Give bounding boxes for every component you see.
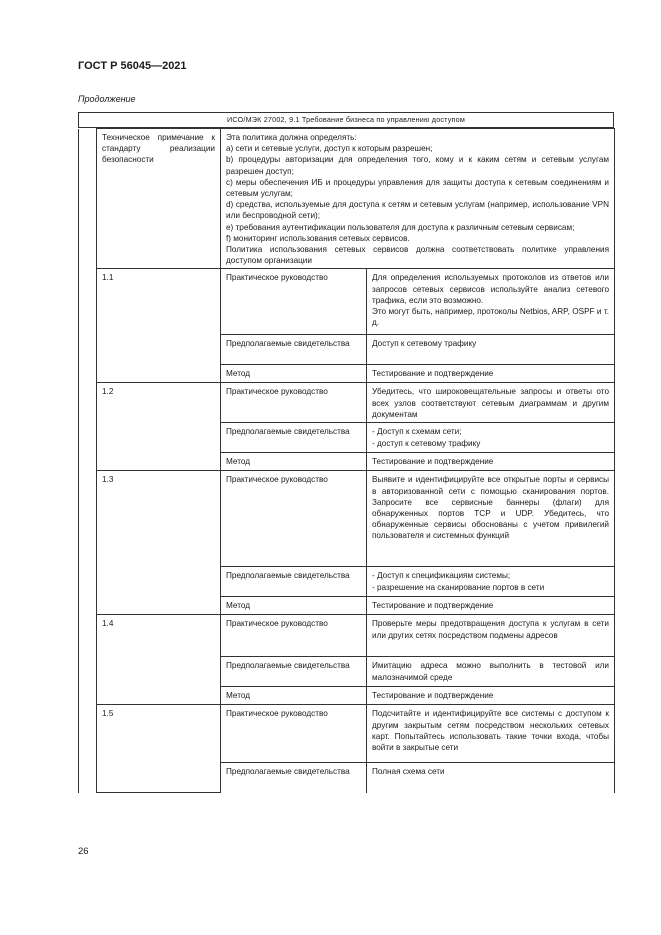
content-line: Подсчитайте и идентифицируйте все системы с доступом к другим закрытым сетям посредством нескольких сетевых карт. Попытайтесь использовать такие точки входа, чтобы войти в закрытые сети xyxy=(372,709,610,753)
note-row xyxy=(79,129,615,269)
content-line: Проверьте меры предотвращения доступа к услугам в сети или других сетях посредством подмены адресов xyxy=(372,619,610,640)
row-label: Метод xyxy=(221,365,367,383)
gutter-cell xyxy=(79,567,97,597)
content-line: Убедитесь, что широковещательные запросы и ответы ото всех узлов соответствуют сетевым диаграммам и другим документам xyxy=(372,387,610,419)
gutter-cell xyxy=(79,335,97,365)
content-line: Тестирование и подтверждение xyxy=(372,691,494,701)
note-line: d) средства, используемые для доступа к сетям и сетевым услугам (например, использование VPN или беспроводной сети); xyxy=(226,200,610,221)
note-line: a) сети и сетевые услуги, доступ к которым разрешен; xyxy=(226,144,433,154)
row-content xyxy=(367,423,615,453)
table-header-frame xyxy=(78,112,614,128)
row-content xyxy=(367,453,615,471)
note-line: Политика использования сетевых сервисов должна соответствовать политике управления доступом организации xyxy=(226,245,610,266)
item-row xyxy=(79,615,615,657)
row-label: Предполагаемые свидетельства xyxy=(221,657,367,687)
item-id: 1.1 xyxy=(97,269,221,383)
continuation-label: Продолжение xyxy=(78,94,136,104)
item-id: 1.2 xyxy=(97,383,221,471)
gutter-cell xyxy=(79,471,97,567)
page-number: 26 xyxy=(78,846,89,857)
gutter-cell xyxy=(79,269,97,335)
content-line: Тестирование и подтверждение xyxy=(372,457,494,467)
content-line: Тестирование и подтверждение xyxy=(372,601,494,611)
gutter-cell xyxy=(79,705,97,763)
note-label: Техническое примечание к стандарту реализации безопасности xyxy=(97,129,221,269)
row-label: Предполагаемые свидетельства xyxy=(221,335,367,365)
content-line: Это могут быть, например, протоколы Netbios, ARP, OSPF и т. д. xyxy=(372,307,610,328)
row-label: Практическое руководство xyxy=(221,269,367,335)
note-line: c) меры обеспечения ИБ и процедуры управления для защиты доступа к сетевым соединениям и сетевым услугам; xyxy=(226,177,610,199)
row-content xyxy=(367,705,615,763)
gutter-cell xyxy=(79,657,97,687)
row-label: Метод xyxy=(221,687,367,705)
requirements-table xyxy=(78,128,615,793)
row-content xyxy=(367,763,615,793)
row-content xyxy=(367,687,615,705)
item-row xyxy=(79,269,615,335)
item-id: 1.5 xyxy=(97,705,221,793)
row-label: Предполагаемые свидетельства xyxy=(221,423,367,453)
item-id: 1.4 xyxy=(97,615,221,705)
row-label: Предполагаемые свидетельства xyxy=(221,763,367,793)
row-label: Метод xyxy=(221,453,367,471)
content-line: Выявите и идентифицируйте все открытые порты и сервисы в авторизованной сети с помощью сканирования портов. Запросите все сервисные баннеры (флаги) для обнаруженных портов TCP и UDP. Убедитесь, что обнаруженные сервисы обоснованы с учетом привилегий пользователя и системных функций xyxy=(372,475,610,541)
note-line: b) процедуры авторизации для определения того, кому и к каким сетям и сетевым услугам разрешен доступ; xyxy=(226,155,610,176)
content-line: Доступ к сетевому трафику xyxy=(372,339,477,349)
gutter-cell xyxy=(79,763,97,793)
row-content xyxy=(367,597,615,615)
item-row xyxy=(79,705,615,763)
gutter-cell xyxy=(79,383,97,423)
row-label: Практическое руководство xyxy=(221,471,367,567)
content-line: Имитацию адреса можно выполнить в тестовой или малозначимой среде xyxy=(372,661,610,682)
row-content xyxy=(367,471,615,567)
row-label: Метод xyxy=(221,597,367,615)
gutter-cell xyxy=(79,597,97,615)
row-content xyxy=(367,383,615,423)
row-content xyxy=(367,615,615,657)
gutter-cell xyxy=(79,423,97,453)
item-row xyxy=(79,383,615,423)
content-line: - Доступ к схемам сети; xyxy=(372,427,462,437)
gutter-cell xyxy=(79,687,97,705)
content-line: - разрешение на сканирование портов в сети xyxy=(372,582,545,592)
content-line: - доступ к сетевому трафику xyxy=(372,438,481,448)
document-code: ГОСТ Р 56045—2021 xyxy=(78,60,187,72)
note-line: f) мониторинг использования сетевых сервисов. xyxy=(226,233,410,243)
row-label: Предполагаемые свидетельства xyxy=(221,567,367,597)
table-header: ИСО/МЭК 27002, 9.1 Требование бизнеса по управлению доступом xyxy=(78,112,614,128)
gutter-cell xyxy=(79,615,97,657)
note-line: e) требования аутентификации пользователя для доступа к различным сетевым сервисам; xyxy=(226,222,575,232)
row-content xyxy=(367,335,615,365)
item-id: 1.3 xyxy=(97,471,221,615)
content-line: Полная схема сети xyxy=(372,767,445,777)
gutter-cell xyxy=(79,129,97,269)
gutter-cell xyxy=(79,453,97,471)
note-line: Эта политика должна определять: xyxy=(226,133,357,142)
row-label: Практическое руководство xyxy=(221,705,367,763)
row-label: Практическое руководство xyxy=(221,383,367,423)
row-content xyxy=(367,269,615,335)
row-content xyxy=(367,365,615,383)
content-line: Тестирование и подтверждение xyxy=(372,369,494,379)
row-label: Практическое руководство xyxy=(221,615,367,657)
content-line: - Доступ к спецификациям системы; xyxy=(372,571,511,581)
item-row xyxy=(79,471,615,567)
row-content xyxy=(367,657,615,687)
content-line: Для определения используемых протоколов из ответов или запросов сетевых сервисов используйте анализ сетевого трафика, если это возможно. xyxy=(372,273,610,305)
row-content xyxy=(367,567,615,597)
note-content xyxy=(221,129,615,269)
gutter-cell xyxy=(79,365,97,383)
